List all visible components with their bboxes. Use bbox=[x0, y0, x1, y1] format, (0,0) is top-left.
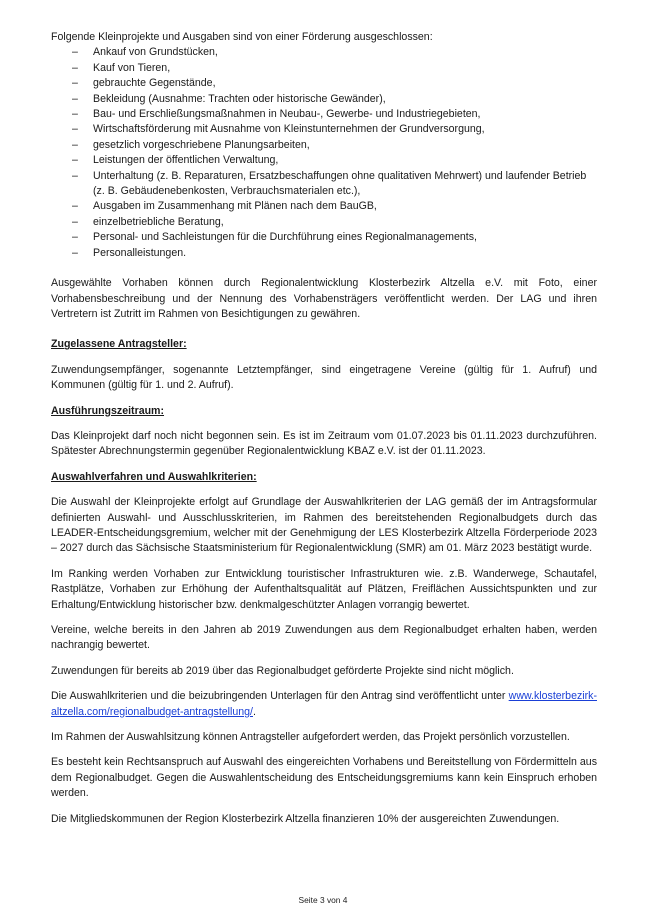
applicants-paragraph: Zuwendungsempfänger, sogenannte Letztempfänger, sind eingetragene Vereine (gültig für 1. Aufruf) und Kommunen (gültig für 1. und 2. Aufruf). bbox=[51, 363, 597, 392]
exclusion-item bbox=[51, 107, 597, 122]
dash-bullet: – bbox=[72, 200, 78, 213]
selection-paragraph-2: Im Ranking werden Vorhaben zur Entwicklung touristischer Infrastrukturen wie. z.B. Wanderwege, Schautafel, Rastplätze, Vorhaben zur Erhöhung der Aufenthaltsqualität auf Plätzen, Freiflächen Aussichtspunkten und zur Erhaltung/Entwicklung historischer bzw. denkmalgeschützter Anlagen vorrangig bewertet. bbox=[51, 567, 597, 611]
dash-bullet: – bbox=[72, 77, 78, 90]
exclusion-item bbox=[51, 246, 597, 261]
dash-bullet: – bbox=[72, 215, 78, 228]
dash-bullet: – bbox=[72, 154, 78, 167]
page-content bbox=[51, 30, 597, 827]
dash-bullet: – bbox=[72, 61, 78, 74]
selection-paragraph-5 bbox=[51, 689, 597, 720]
criteria-text: Die Auswahlkriterien und die beizubringenden Unterlagen für den Antrag sind veröffentlicht unter bbox=[51, 690, 506, 703]
selection-paragraph-3: Vereine, welche bereits in den Jahren ab 2019 Zuwendungen aus dem Regionalbudget erhalten haben, werden nachrangig bewertet. bbox=[51, 624, 597, 652]
dash-bullet: – bbox=[72, 169, 78, 182]
exclusion-item bbox=[51, 76, 597, 91]
period-heading: Ausführungszeitraum: bbox=[51, 404, 165, 417]
exclusion-text: Personal- und Sachleistungen für die Durchführung eines Regionalmanagements, bbox=[93, 231, 477, 244]
exclusions-list bbox=[51, 45, 597, 261]
exclusion-text: Bekleidung (Ausnahme: Trachten oder historische Gewänder), bbox=[93, 92, 386, 105]
exclusion-item bbox=[51, 45, 597, 60]
exclusion-text: Bau- und Erschließungsmaßnahmen in Neubau-, Gewerbe- und Industriegebieten, bbox=[93, 108, 481, 121]
selection-heading: Auswahlverfahren und Auswahlkriterien: bbox=[51, 470, 257, 483]
dash-bullet: – bbox=[72, 92, 78, 105]
page-number: Seite 3 von 4 bbox=[298, 895, 348, 905]
exclusion-item bbox=[51, 169, 597, 200]
dash-bullet: – bbox=[72, 123, 78, 136]
dash-bullet: – bbox=[72, 108, 78, 121]
dash-bullet: – bbox=[72, 231, 78, 244]
selection-paragraph-7: Es besteht kein Rechtsanspruch auf Auswahl des eingereichten Vorhabens und Bereitstellung von Fördermitteln aus dem Regionalbudget. Gegen die Auswahlentscheidung des Entscheidungsgremiums kann kein Einspruch erhoben werden. bbox=[51, 756, 597, 800]
exclusion-item bbox=[51, 153, 597, 168]
exclusion-text: Wirtschaftsförderung mit Ausnahme von Kleinstunternehmen der Grundversorgung, bbox=[93, 123, 485, 136]
exclusion-item bbox=[51, 61, 597, 76]
period-paragraph: Das Kleinprojekt darf noch nicht begonnen sein. Es ist im Zeitraum vom 01.07.2023 bis 01.11.2023 durchzuführen. Spätester Abrechnungstermin gegenüber Regionalentwicklung KBAZ e.V. ist der 01.11.2023. bbox=[51, 429, 597, 458]
exclusion-item bbox=[51, 230, 597, 245]
exclusion-text: Ausgaben im Zusammenhang mit Plänen nach dem BauGB, bbox=[93, 200, 377, 213]
dash-bullet: – bbox=[72, 138, 78, 151]
dash-bullet: – bbox=[72, 46, 78, 59]
criteria-end: . bbox=[253, 705, 256, 718]
exclusion-item bbox=[51, 92, 597, 107]
selection-paragraph-1: Die Auswahl der Kleinprojekte erfolgt auf Grundlage der Auswahlkriterien der LAG gemäß der im Antragsformular definierten Auswahl- und Ausschlusskriterien, im Rahmen des bereitstehenden Regionalbudgets durch das LEADER-Entscheidungsgremium, welcher mit der Genehmigung der LES Klosterbezirk Altzella Förderperiode 2023 – 2027 durch das Sächsische Staatsministerium für Regionalentwicklung (SMR) am 01. März 2023 bestätigt wurde. bbox=[51, 496, 597, 555]
selection-paragraph-4: Zuwendungen für bereits ab 2019 über das Regionalbudget geförderte Projekte sind nicht möglich. bbox=[51, 664, 514, 677]
dash-bullet: – bbox=[72, 246, 78, 259]
exclusion-text: Unterhaltung (z. B. Reparaturen, Ersatzbeschaffungen ohne qualitativen Mehrwert) und laufender Betrieb (z. B. Gebäudenebenkosten, Verbrauchsmaterialen etc.), bbox=[93, 169, 587, 198]
exclusion-text: gesetzlich vorgeschriebene Planungsarbeiten, bbox=[93, 138, 310, 151]
exclusion-item bbox=[51, 215, 597, 230]
exclusion-item bbox=[51, 199, 597, 214]
exclusions-intro: Folgende Kleinprojekte und Ausgaben sind von einer Förderung ausgeschlossen: bbox=[51, 31, 433, 43]
publication-paragraph: Ausgewählte Vorhaben können durch Regionalentwicklung Klosterbezirk Altzella e.V. mit Foto, einer Vorhabensbeschreibung und der Nennung des Vorhabensträgers veröffentlicht werden. Der LAG und ihren Vertretern ist Zutritt im Rahmen von Besichtigungen zu gewähren. bbox=[51, 277, 597, 320]
regionalbudget-link[interactable]: www.klosterbezirk-altzella.com/regionalbudget-antragstellung/ bbox=[51, 690, 597, 718]
applicants-heading: Zugelassene Antragsteller: bbox=[51, 338, 187, 351]
exclusion-text: einzelbetriebliche Beratung, bbox=[93, 215, 224, 228]
selection-paragraph-8: Die Mitgliedskommunen der Region Klosterbezirk Altzella finanzieren 10% der ausgereichten Zuwendungen. bbox=[51, 812, 560, 825]
selection-paragraph-6: Im Rahmen der Auswahlsitzung können Antragsteller aufgefordert werden, das Projekt persönlich vorzustellen. bbox=[51, 731, 570, 744]
exclusion-text: Ankauf von Grundstücken, bbox=[93, 46, 218, 59]
exclusion-item bbox=[51, 138, 597, 153]
exclusion-text: Kauf von Tieren, bbox=[93, 61, 171, 74]
exclusion-text: Personalleistungen. bbox=[93, 246, 187, 259]
exclusion-item bbox=[51, 122, 597, 137]
exclusion-text: Leistungen der öffentlichen Verwaltung, bbox=[93, 154, 279, 167]
exclusion-text: gebrauchte Gegenstände, bbox=[93, 77, 216, 90]
